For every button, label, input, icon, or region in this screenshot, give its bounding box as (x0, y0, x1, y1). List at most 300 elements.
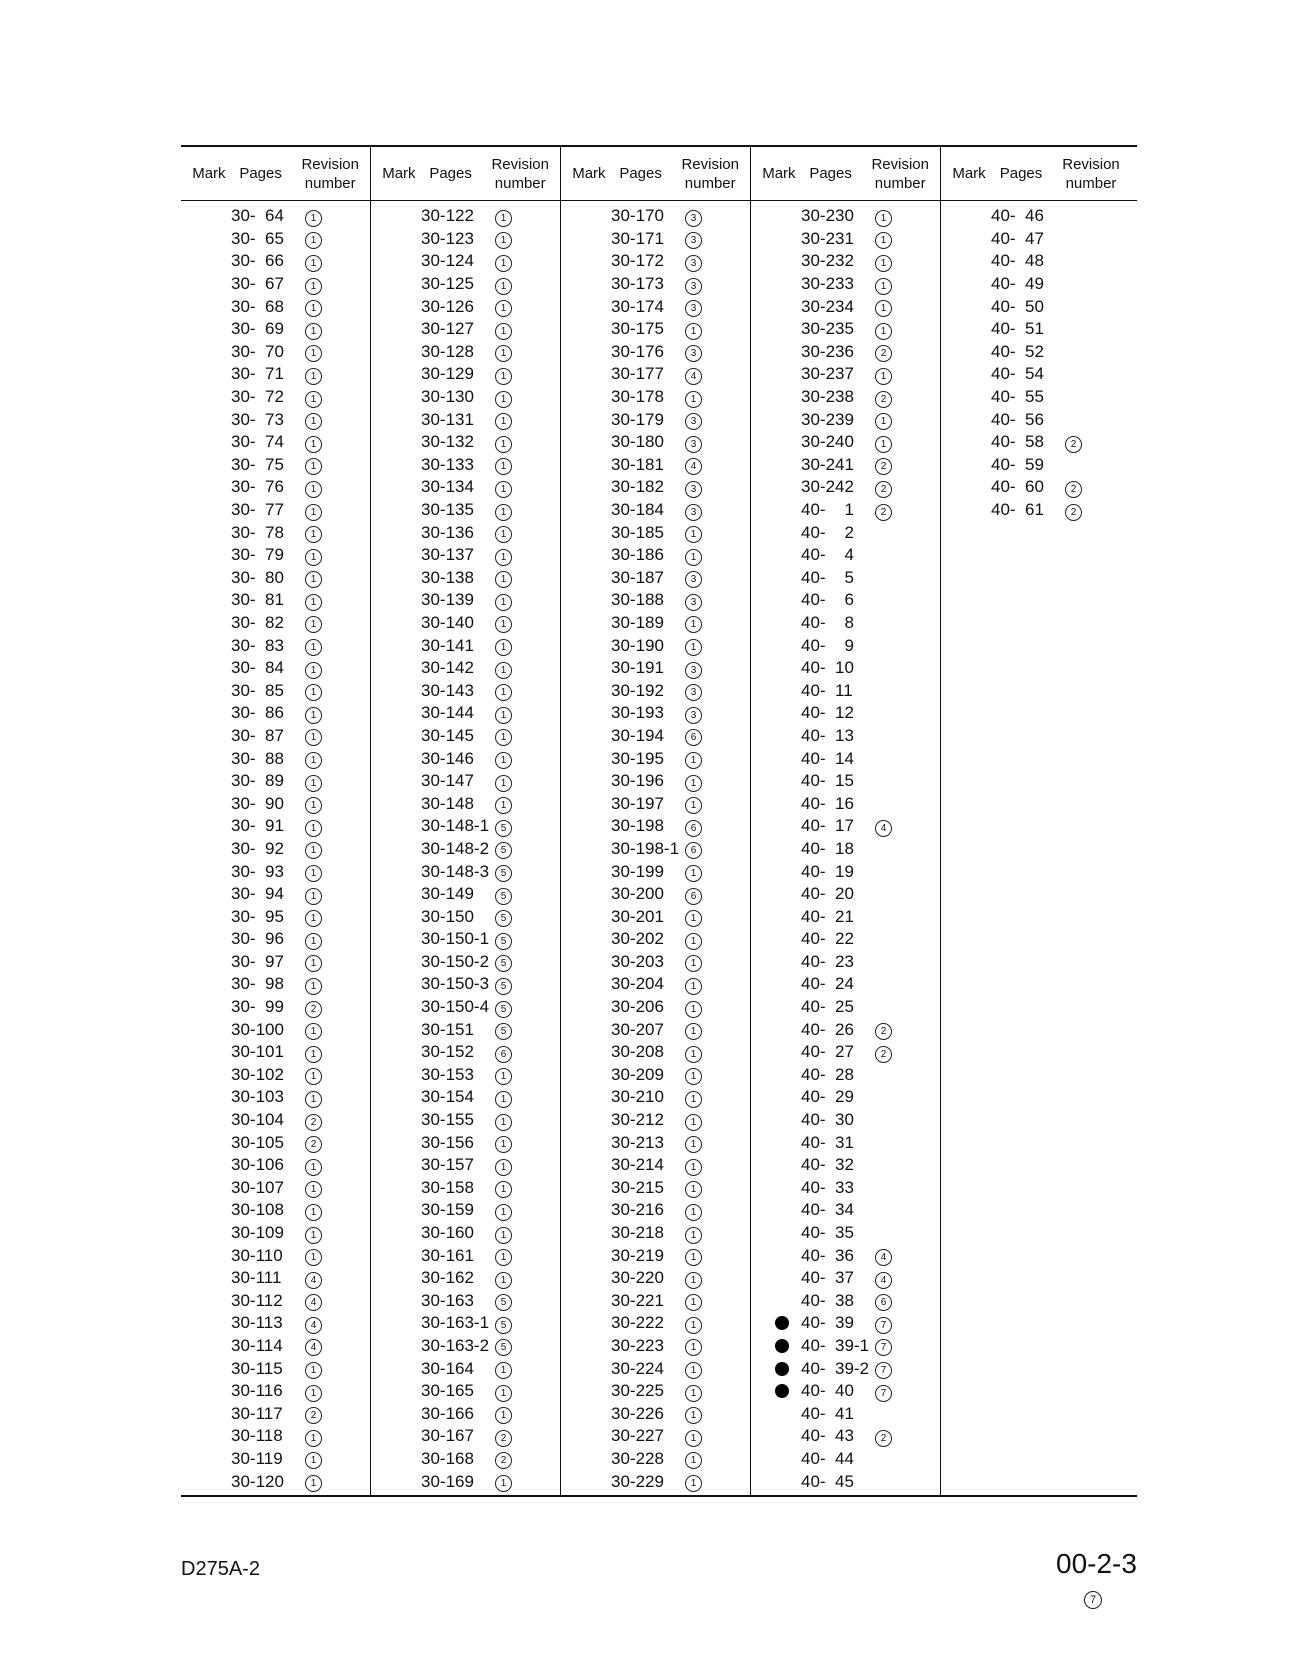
table-row (371, 318, 560, 341)
table-row (181, 476, 370, 499)
page-cell: 30- 90 (231, 793, 284, 813)
page-cell: 30-150-2 (421, 951, 490, 971)
table-row (751, 544, 940, 567)
page-cell: 30-207 (611, 1019, 664, 1039)
table-row (561, 1402, 750, 1425)
revision-circle: 1 (305, 210, 322, 227)
table-row (561, 792, 750, 815)
page-cell: 30-125 (421, 274, 474, 294)
table-row (371, 973, 560, 996)
table-row (371, 725, 560, 748)
table-row (561, 815, 750, 838)
page-cell: 30-153 (421, 1064, 474, 1084)
table-row (181, 228, 370, 251)
revision-cell (301, 861, 361, 882)
page-cell: 30-100 (231, 1019, 284, 1039)
header-pages: Pages (809, 165, 852, 182)
table-row (181, 567, 370, 590)
page-cell: 40- 5 (801, 567, 854, 587)
table-row (371, 521, 560, 544)
table-row (561, 725, 750, 748)
table-row (371, 928, 560, 951)
page-cell: 30-109 (231, 1223, 284, 1243)
revision-cell (681, 341, 741, 362)
revision-cell (681, 658, 741, 679)
table-row (751, 1470, 940, 1493)
revision-circle: 1 (305, 662, 322, 679)
table-row (561, 1448, 750, 1471)
page-cell: 30-219 (611, 1245, 664, 1265)
page-cell: 30- 73 (231, 409, 284, 429)
page-cell: 30-101 (231, 1042, 284, 1062)
page-cell: 30-150-4 (421, 997, 490, 1017)
table-row (751, 883, 940, 906)
revision-cell (681, 500, 741, 521)
table-column (181, 147, 371, 1495)
revision-circle: 5 (495, 978, 512, 995)
revision-circle: 3 (685, 413, 702, 430)
revision-cell (681, 974, 741, 995)
page-cell: 30-176 (611, 341, 664, 361)
page-cell: 40- 24 (801, 974, 854, 994)
table-row (561, 634, 750, 657)
page-cell: 30- 80 (231, 567, 284, 587)
header-pages: Pages (429, 165, 472, 182)
revision-cell (491, 1019, 551, 1040)
table-row (751, 1357, 940, 1380)
table-row (941, 454, 1137, 477)
page-cell: 30-131 (421, 409, 474, 429)
revision-circle: 1 (305, 1181, 322, 1198)
revision-circle: 3 (685, 571, 702, 588)
page-cell: 40- 50 (991, 296, 1044, 316)
revision-circle: 2 (305, 1407, 322, 1424)
table-row (561, 476, 750, 499)
revision-cell (491, 454, 551, 475)
table-row (181, 1018, 370, 1041)
revised-mark-dot (775, 1316, 789, 1330)
revision-cell (491, 251, 551, 272)
table-column (751, 147, 941, 1495)
page-cell: 30-167 (421, 1426, 474, 1446)
table-row (371, 1335, 560, 1358)
revision-cell (301, 432, 361, 453)
revision-cell (491, 545, 551, 566)
page-cell: 30-148-2 (421, 838, 490, 858)
revision-cell (301, 1403, 361, 1424)
revision-circle: 1 (495, 1249, 512, 1266)
page-cell: 30-210 (611, 1087, 664, 1107)
revision-cell (491, 432, 551, 453)
revision-circle: 1 (685, 1136, 702, 1153)
table-row (561, 363, 750, 386)
revision-cell (301, 1313, 361, 1334)
page-cell: 30-192 (611, 680, 664, 700)
page-cell: 40- 41 (801, 1403, 854, 1423)
revision-circle: 3 (685, 210, 702, 227)
revision-circle: 1 (685, 1294, 702, 1311)
table-row (371, 1064, 560, 1087)
table-row (751, 1222, 940, 1245)
revision-cell (491, 319, 551, 340)
page-cell: 30-186 (611, 545, 664, 565)
revision-circle: 1 (305, 639, 322, 656)
revision-cell (491, 861, 551, 882)
table-row (751, 1041, 940, 1064)
revision-circle: 3 (685, 504, 702, 521)
revision-cell (301, 951, 361, 972)
table-row (751, 363, 940, 386)
page-cell: 40- 4 (801, 545, 854, 565)
table-row (751, 386, 940, 409)
page-cell: 30-110 (231, 1245, 283, 1265)
revision-circle: 2 (495, 1430, 512, 1447)
page-cell: 30- 94 (231, 884, 284, 904)
table-row (751, 1064, 940, 1087)
revision-circle: 5 (495, 1023, 512, 1040)
revision-circle: 1 (305, 571, 322, 588)
table-row (561, 589, 750, 612)
table-row (561, 318, 750, 341)
revision-cell (491, 567, 551, 588)
page-cell: 40- 47 (991, 228, 1044, 248)
page-cell: 30-150 (421, 906, 474, 926)
revision-cell (491, 341, 551, 362)
table-row (751, 951, 940, 974)
page-cell: 30- 78 (231, 522, 284, 542)
revision-cell (491, 816, 551, 837)
page-cell: 30-223 (611, 1335, 664, 1355)
revision-circle: 1 (305, 729, 322, 746)
table-row (371, 1018, 560, 1041)
revision-cell (681, 1177, 741, 1198)
revision-cell (681, 1223, 741, 1244)
column-header (561, 147, 750, 201)
page-cell: 30- 91 (231, 816, 284, 836)
revision-circle: 2 (875, 1023, 892, 1040)
revision-cell (681, 929, 741, 950)
table-row (751, 996, 940, 1019)
page-cell: 30-178 (611, 387, 664, 407)
revision-cell (301, 1064, 361, 1085)
revision-cell (681, 1290, 741, 1311)
revision-circle: 1 (495, 1114, 512, 1131)
page-cell: 30- 67 (231, 274, 284, 294)
revision-circle: 1 (495, 684, 512, 701)
table-row (371, 1222, 560, 1245)
page-cell: 30-203 (611, 951, 664, 971)
page-cell: 30-220 (611, 1268, 664, 1288)
table-row (751, 476, 940, 499)
revision-cell (301, 1019, 361, 1040)
page-cell: 30-163 (421, 1290, 474, 1310)
revision-cell (491, 1471, 551, 1492)
table-column (561, 147, 751, 1495)
page-cell: 40- 18 (801, 838, 854, 858)
table-row (561, 1064, 750, 1087)
page-cell: 30-113 (231, 1313, 283, 1333)
revision-circle: 1 (305, 255, 322, 272)
revision-circle: 1 (495, 1475, 512, 1492)
revision-circle: 1 (495, 1362, 512, 1379)
revision-circle: 1 (305, 616, 322, 633)
revision-circle: 1 (305, 910, 322, 927)
revision-cell (871, 228, 931, 249)
page-cell: 30-187 (611, 567, 664, 587)
table-row (941, 431, 1137, 454)
page-cell: 30-150-3 (421, 974, 490, 994)
table-row (181, 521, 370, 544)
table-row (561, 454, 750, 477)
page-cell: 40- 21 (801, 906, 854, 926)
page-cell: 30-172 (611, 251, 664, 271)
header-mark: Mark (762, 165, 796, 182)
table-row (371, 363, 560, 386)
revision-circle: 1 (305, 1204, 322, 1221)
table-row (561, 996, 750, 1019)
revision-circle: 2 (1065, 481, 1082, 498)
page-cell: 40- 37 (801, 1268, 854, 1288)
table-row (371, 1290, 560, 1313)
revision-cell (491, 612, 551, 633)
revision-circle: 1 (305, 1227, 322, 1244)
revision-circle: 1 (685, 1362, 702, 1379)
table-row (371, 1086, 560, 1109)
revision-circle: 1 (305, 1452, 322, 1469)
revision-circle: 1 (685, 1272, 702, 1289)
page-cell: 40- 20 (801, 884, 854, 904)
revision-cell (301, 838, 361, 859)
table-row (181, 905, 370, 928)
revision-circle: 1 (685, 1249, 702, 1266)
table-row (751, 838, 940, 861)
table-row (181, 612, 370, 635)
revision-circle: 1 (305, 391, 322, 408)
table-row (941, 228, 1137, 251)
revision-cell (301, 319, 361, 340)
table-row (181, 295, 370, 318)
page-cell: 40- 33 (801, 1177, 854, 1197)
table-columns (181, 147, 1137, 1495)
page-cell: 30-242 (801, 477, 854, 497)
revision-cell (301, 1426, 361, 1447)
table-row (371, 589, 560, 612)
revision-circle: 1 (685, 1091, 702, 1108)
revision-circle: 5 (495, 888, 512, 905)
revision-cell (681, 1245, 741, 1266)
revision-circle: 2 (305, 1001, 322, 1018)
page-cell: 30-232 (801, 251, 854, 271)
page-cell: 30-120 (231, 1471, 284, 1491)
revision-cell (491, 364, 551, 385)
revision-cell (491, 1245, 551, 1266)
table-row (751, 273, 940, 296)
revision-cell (681, 1042, 741, 1063)
table-row (181, 431, 370, 454)
revision-cell (491, 1358, 551, 1379)
revision-cell (491, 974, 551, 995)
revision-cell (871, 364, 931, 385)
revision-cell (301, 409, 361, 430)
revision-cell (301, 1087, 361, 1108)
table-row (751, 973, 940, 996)
revision-cell (871, 1290, 931, 1311)
revision-cell (681, 477, 741, 498)
page-cell: 30-123 (421, 228, 474, 248)
page-cell: 30-104 (231, 1110, 284, 1130)
page-cell: 30- 72 (231, 387, 284, 407)
revision-circle: 1 (875, 255, 892, 272)
revision-cell (491, 296, 551, 317)
table-row (181, 634, 370, 657)
revision-circle: 6 (685, 729, 702, 746)
page-cell: 40- 45 (801, 1471, 854, 1491)
revision-cell (681, 906, 741, 927)
revision-cell (301, 703, 361, 724)
table-row (181, 1041, 370, 1064)
revision-cell (491, 1177, 551, 1198)
revision-circle: 1 (305, 752, 322, 769)
revision-cell (681, 1358, 741, 1379)
revision-cell (491, 703, 551, 724)
page-cell: 30-189 (611, 612, 664, 632)
revision-cell (301, 206, 361, 227)
page-cell: 30-126 (421, 296, 474, 316)
revision-circle: 7 (875, 1362, 892, 1379)
revision-cell (301, 341, 361, 362)
revision-cell (301, 793, 361, 814)
revision-cell (681, 680, 741, 701)
revised-mark-dot (775, 1384, 789, 1398)
column-header (371, 147, 560, 201)
revision-cell (681, 274, 741, 295)
header-mark: Mark (572, 165, 606, 182)
header-revision: Revision number (871, 155, 929, 192)
page-cell: 40- 8 (801, 612, 854, 632)
revision-circle: 1 (685, 1475, 702, 1492)
table-row (371, 1177, 560, 1200)
page-cell: 30-117 (231, 1403, 283, 1423)
revision-circle: 1 (495, 391, 512, 408)
revision-circle: 3 (685, 255, 702, 272)
revision-cell (491, 228, 551, 249)
revision-cell (681, 1155, 741, 1176)
page-cell: 30-129 (421, 364, 474, 384)
revision-cell (491, 522, 551, 543)
revision-circle: 1 (685, 797, 702, 814)
page-cell: 30-199 (611, 861, 664, 881)
page-cell: 30- 87 (231, 725, 284, 745)
revision-cell (491, 725, 551, 746)
page-cell: 30-231 (801, 228, 854, 248)
table-row (561, 295, 750, 318)
column-rows (371, 201, 560, 1495)
revision-cell (301, 545, 361, 566)
page-cell: 40- 28 (801, 1064, 854, 1084)
page-cell: 40- 39-2 (801, 1358, 870, 1378)
revision-cell (301, 612, 361, 633)
page-cell: 30-212 (611, 1110, 664, 1130)
revision-circle: 1 (685, 1385, 702, 1402)
revision-cell (301, 1381, 361, 1402)
page-cell: 40- 39 (801, 1313, 854, 1333)
page-cell: 40- 36 (801, 1245, 854, 1265)
page-cell: 30- 99 (231, 997, 284, 1017)
table-row (371, 905, 560, 928)
table-row (751, 408, 940, 431)
revision-circle: 3 (685, 300, 702, 317)
revision-cell (871, 296, 931, 317)
revision-cell (681, 997, 741, 1018)
revision-cell (681, 1268, 741, 1289)
table-row (751, 1312, 940, 1335)
revision-cell (871, 274, 931, 295)
mark-cell (751, 1384, 795, 1398)
table-row (371, 951, 560, 974)
page-cell: 40- 22 (801, 929, 854, 949)
revision-cell (491, 1223, 551, 1244)
revision-cell (871, 319, 931, 340)
revision-cell (681, 1087, 741, 1108)
page-cell: 30-215 (611, 1177, 664, 1197)
revision-circle: 1 (495, 1407, 512, 1424)
revision-circle: 1 (685, 978, 702, 995)
revision-cell (491, 1290, 551, 1311)
page-cell: 40- 23 (801, 951, 854, 971)
table-row (751, 702, 940, 725)
revision-circle: 1 (305, 955, 322, 972)
revision-cell (871, 1245, 931, 1266)
header-pages: Pages (619, 165, 662, 182)
table-row (371, 883, 560, 906)
table-row (181, 815, 370, 838)
page-cell: 30- 85 (231, 680, 284, 700)
table-row (371, 1380, 560, 1403)
page-cell: 30- 93 (231, 861, 284, 881)
page-cell: 30- 79 (231, 545, 284, 565)
table-row (371, 770, 560, 793)
revision-circle: 3 (685, 594, 702, 611)
table-row (561, 1380, 750, 1403)
revision-circle: 3 (685, 436, 702, 453)
revision-cell (301, 1042, 361, 1063)
revision-cell (491, 387, 551, 408)
revision-circle: 1 (495, 278, 512, 295)
table-row (561, 228, 750, 251)
revision-circle: 6 (685, 820, 702, 837)
table-row (561, 1290, 750, 1313)
column-rows (181, 201, 370, 1495)
table-row (371, 792, 560, 815)
table-row (941, 318, 1137, 341)
revision-cell (301, 725, 361, 746)
page-cell: 30-180 (611, 432, 664, 452)
revision-circle: 1 (305, 865, 322, 882)
table-row (371, 295, 560, 318)
mark-cell (751, 1316, 795, 1330)
page-cell: 40- 40 (801, 1381, 854, 1401)
revision-cell (681, 296, 741, 317)
page-cell: 30-209 (611, 1064, 664, 1084)
revision-cell (491, 590, 551, 611)
table-row (371, 1312, 560, 1335)
revision-circle: 3 (685, 707, 702, 724)
table-row (371, 386, 560, 409)
revision-cell (491, 206, 551, 227)
table-row (181, 860, 370, 883)
revision-circle: 5 (495, 933, 512, 950)
revision-circle: 1 (685, 1317, 702, 1334)
